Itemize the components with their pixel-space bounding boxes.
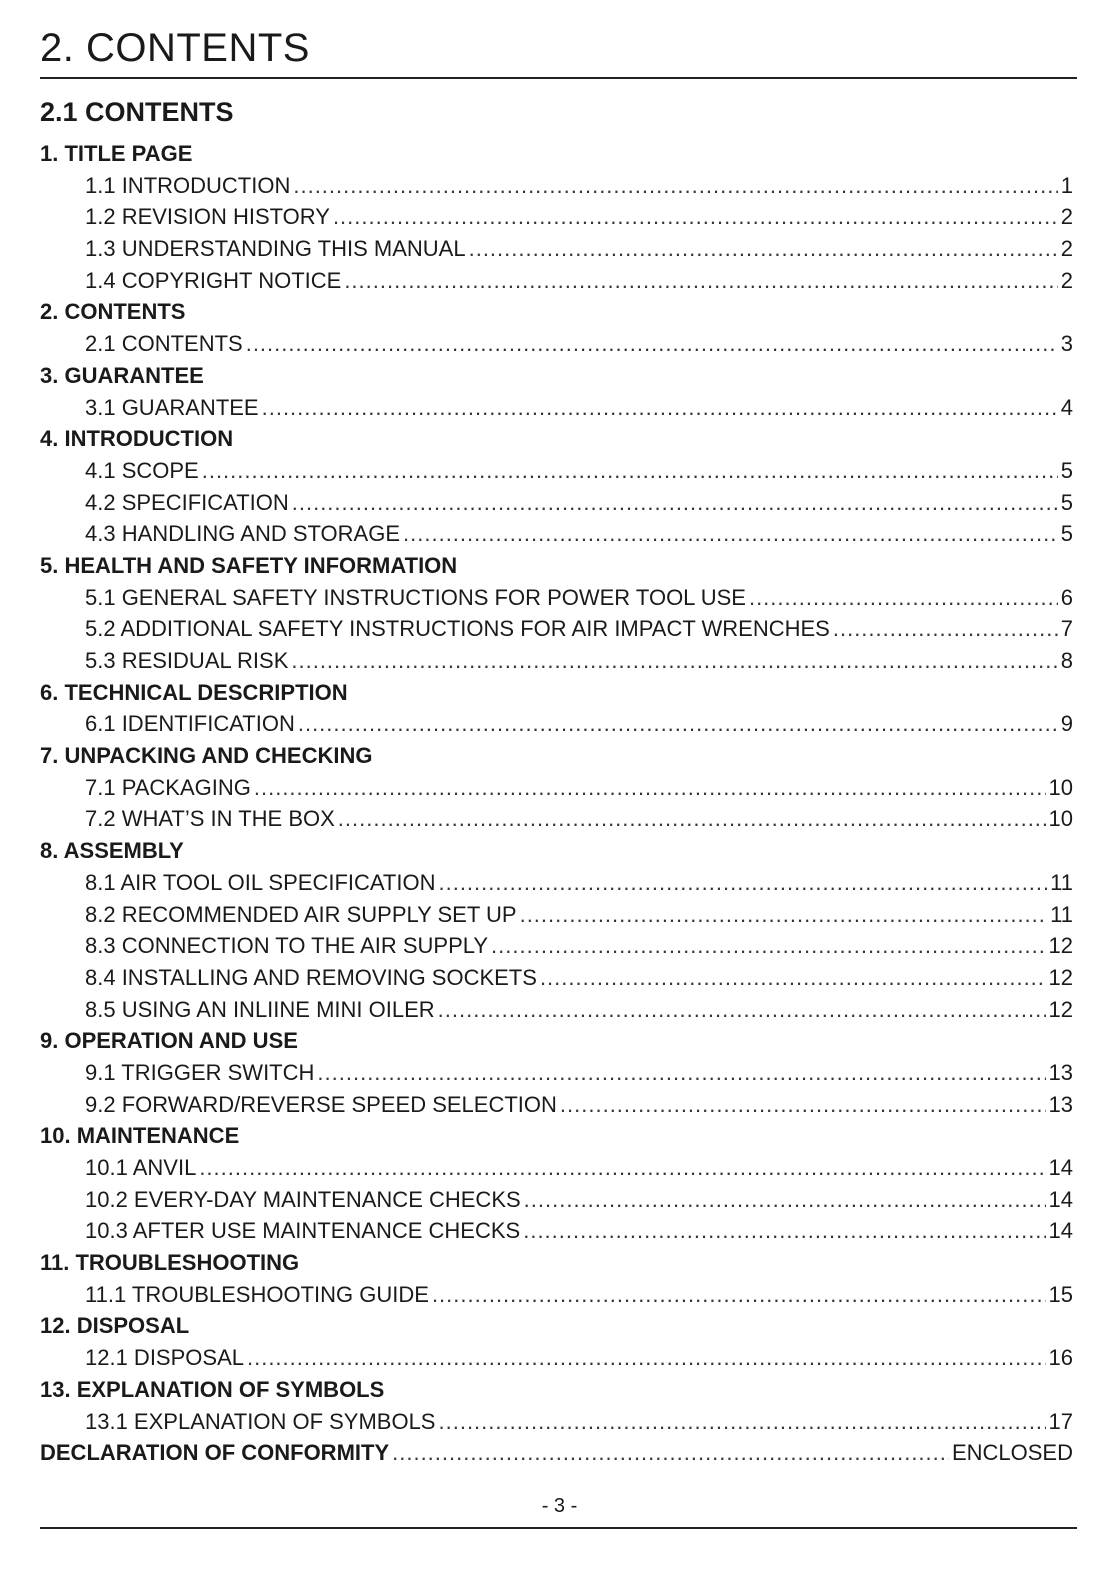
toc-entry-label: 3.1 GUARANTEE (85, 394, 259, 420)
toc-chapter-label: 8. ASSEMBLY (40, 838, 184, 864)
toc-entry-label: 4.3 HANDLING AND STORAGE (85, 521, 401, 547)
toc-dot-leader (254, 772, 1046, 804)
toc-entry (40, 1279, 1073, 1311)
toc-chapter-heading (40, 677, 1073, 709)
toc-entry (40, 803, 1073, 835)
toc-page-number: 1 (1060, 172, 1073, 198)
toc-entry-label: 9.1 TRIGGER SWITCH (85, 1059, 315, 1085)
toc-entry-label: 7.2 WHAT’S IN THE BOX (85, 806, 335, 832)
toc-chapter-label: 13. EXPLANATION OF SYMBOLS (40, 1376, 385, 1402)
toc-page-number: 14 (1048, 1186, 1073, 1212)
toc-dot-leader (403, 518, 1058, 550)
toc-dot-leader (292, 487, 1058, 519)
toc-entry (40, 518, 1073, 550)
toc-entry-label: 12.1 DISPOSAL (85, 1345, 244, 1371)
toc-entry-label: 4.1 SCOPE (85, 457, 199, 483)
toc-entry-label: 7.1 PACKAGING (85, 774, 251, 800)
toc-page-number: ENCLOSED (951, 1440, 1073, 1466)
toc-dot-leader (291, 645, 1057, 677)
toc-dot-leader (333, 201, 1058, 233)
toc-dot-leader (202, 455, 1058, 487)
toc-page-number: 2 (1060, 204, 1073, 230)
page-title: 2. CONTENTS (40, 26, 310, 70)
toc-dot-leader (262, 392, 1058, 424)
toc-entry-label: 1.1 INTRODUCTION (85, 172, 291, 198)
toc-chapter-label: 1. TITLE PAGE (40, 141, 193, 166)
toc-entry-label: 5.1 GENERAL SAFETY INSTRUCTIONS FOR POWER TOOL USE (85, 584, 746, 610)
toc-chapter-heading (40, 1374, 1073, 1406)
toc-entry (40, 1342, 1073, 1374)
toc-dot-leader (439, 1406, 1046, 1438)
toc-chapter-heading (40, 1437, 1073, 1469)
bottom-divider (40, 1527, 1077, 1529)
toc-dot-leader (491, 930, 1045, 962)
toc-chapter-label: 12. DISPOSAL (40, 1313, 190, 1339)
toc-entry-label: 5.2 ADDITIONAL SAFETY INSTRUCTIONS FOR AIR IMPACT WRENCHES (85, 616, 830, 642)
toc-entry-label: 8.5 USING AN INLIINE MINI OILER (85, 996, 435, 1022)
toc-chapter-heading (40, 1247, 1073, 1279)
toc-chapter-label: 3. GUARANTEE (40, 362, 204, 388)
toc-entry (40, 1057, 1073, 1089)
toc-entry (40, 930, 1073, 962)
toc-chapter-heading (40, 1310, 1073, 1342)
toc-dot-leader (317, 1057, 1045, 1089)
toc-entry-label: 10.1 ANVIL (85, 1155, 197, 1180)
toc-page-number: 7 (1060, 616, 1073, 642)
toc-entry-label: 13.1 EXPLANATION OF SYMBOLS (85, 1408, 436, 1434)
toc-dot-leader (247, 1342, 1046, 1374)
toc-entry (40, 392, 1073, 424)
toc-entry (40, 613, 1073, 645)
toc-entry (40, 265, 1073, 297)
toc-entry-label: 6.1 IDENTIFICATION (85, 711, 295, 737)
toc-dot-leader (469, 233, 1058, 265)
toc-dot-leader (438, 867, 1047, 899)
toc-chapter-heading (40, 1120, 1073, 1152)
toc-entry-label: 11.1 TROUBLESHOOTING GUIDE (85, 1281, 429, 1307)
toc-dot-leader (344, 265, 1057, 297)
toc-dot-leader (438, 994, 1046, 1026)
toc-page-number: 15 (1048, 1281, 1073, 1307)
toc-entry-label: 10.3 AFTER USE MAINTENANCE CHECKS (85, 1218, 521, 1244)
toc-entry-label: 1.3 UNDERSTANDING THIS MANUAL (85, 236, 466, 262)
toc-entry (40, 1152, 1073, 1184)
toc-page-number: 12 (1048, 964, 1073, 990)
toc-page-number: 5 (1060, 521, 1073, 547)
toc-chapter-label: 10. MAINTENANCE (40, 1123, 240, 1149)
toc-entry (40, 1215, 1073, 1247)
toc-chapter-heading (40, 740, 1073, 772)
toc-page-number: 3 (1060, 331, 1073, 357)
toc-page-number: 14 (1048, 1218, 1073, 1244)
toc-page-number: 12 (1048, 996, 1073, 1022)
toc-page-number: 13 (1048, 1091, 1073, 1117)
toc-page-number: 2 (1060, 236, 1073, 262)
toc-page-number: 14 (1048, 1155, 1073, 1180)
toc-page-number: 11 (1050, 901, 1073, 927)
toc-chapter-heading (40, 423, 1073, 455)
toc-page-number: 12 (1048, 933, 1073, 959)
toc-entry (40, 582, 1073, 614)
toc-entry-label: 1.4 COPYRIGHT NOTICE (85, 267, 342, 293)
toc-entry (40, 899, 1073, 931)
toc-entry-label: 4.2 SPECIFICATION (85, 489, 289, 515)
toc-page-number: 10 (1048, 806, 1073, 832)
toc-page-number: 16 (1048, 1345, 1073, 1371)
toc-entry (40, 1406, 1073, 1438)
toc-entry-label: 5.3 RESIDUAL RISK (85, 648, 289, 673)
toc-dot-leader (246, 328, 1058, 360)
toc-dot-leader (392, 1437, 949, 1469)
toc-chapter-label: 6. TECHNICAL DESCRIPTION (40, 679, 348, 705)
toc-chapter-heading (40, 138, 1073, 170)
toc-page-number: 9 (1060, 711, 1073, 737)
toc-entry (40, 772, 1073, 804)
toc-page-number: 5 (1060, 489, 1073, 515)
toc-dot-leader (523, 1215, 1045, 1247)
toc-dot-leader (540, 962, 1046, 994)
toc-dot-leader (524, 1184, 1046, 1216)
toc-entry-label: 8.2 RECOMMENDED AIR SUPPLY SET UP (85, 901, 517, 927)
toc-entry (40, 994, 1073, 1026)
toc-page-number: 13 (1048, 1059, 1073, 1085)
toc-page-number: 4 (1060, 394, 1073, 420)
toc-page-number: 2 (1060, 267, 1073, 293)
toc-chapter-label: DECLARATION OF CONFORMITY (40, 1440, 390, 1466)
top-divider (40, 77, 1077, 79)
toc-chapter-label: 5. HEALTH AND SAFETY INFORMATION (40, 552, 458, 578)
toc-entry-label: 8.1 AIR TOOL OIL SPECIFICATION (85, 869, 436, 895)
toc-page-number: 5 (1060, 457, 1073, 483)
toc-page-number: 8 (1060, 648, 1073, 673)
table-of-contents (40, 138, 1073, 1469)
toc-page-number: 17 (1048, 1408, 1073, 1434)
toc-entry-label: 10.2 EVERY-DAY MAINTENANCE CHECKS (85, 1186, 521, 1212)
toc-dot-leader (199, 1152, 1045, 1184)
toc-entry (40, 455, 1073, 487)
toc-entry (40, 233, 1073, 265)
toc-chapter-label: 11. TROUBLESHOOTING (40, 1250, 300, 1276)
toc-chapter-label: 2. CONTENTS (40, 299, 186, 325)
toc-entry (40, 645, 1073, 677)
toc-entry-label: 1.2 REVISION HISTORY (85, 204, 330, 230)
toc-entry (40, 867, 1073, 899)
toc-entry (40, 962, 1073, 994)
toc-dot-leader (833, 613, 1058, 645)
toc-entry (40, 487, 1073, 519)
toc-page-number: 6 (1060, 584, 1073, 610)
toc-dot-leader (338, 803, 1046, 835)
toc-entry (40, 328, 1073, 360)
toc-dot-leader (520, 899, 1048, 931)
toc-entry (40, 1089, 1073, 1121)
toc-page-number: 11 (1050, 869, 1073, 895)
toc-chapter-heading (40, 296, 1073, 328)
footer-page-number: - 3 - (541, 1495, 578, 1517)
toc-dot-leader (293, 170, 1057, 202)
toc-chapter-heading (40, 360, 1073, 392)
toc-chapter-heading (40, 1025, 1073, 1057)
toc-entry-label: 2.1 CONTENTS (85, 331, 243, 357)
toc-entry (40, 708, 1073, 740)
toc-chapter-heading (40, 550, 1073, 582)
toc-dot-leader (432, 1279, 1046, 1311)
toc-entry (40, 201, 1073, 233)
toc-page-number: 10 (1048, 774, 1073, 800)
toc-dot-leader (560, 1089, 1046, 1121)
toc-entry (40, 170, 1073, 202)
toc-entry (40, 1184, 1073, 1216)
toc-dot-leader (749, 582, 1058, 614)
toc-chapter-label: 7. UNPACKING AND CHECKING (40, 743, 373, 769)
toc-entry-label: 8.3 CONNECTION TO THE AIR SUPPLY (85, 933, 489, 959)
toc-chapter-heading (40, 835, 1073, 867)
toc-chapter-label: 9. OPERATION AND USE (40, 1028, 298, 1054)
toc-chapter-label: 4. INTRODUCTION (40, 426, 234, 452)
toc-dot-leader (298, 708, 1058, 740)
toc-entry-label: 9.2 FORWARD/REVERSE SPEED SELECTION (85, 1091, 557, 1117)
toc-entry-label: 8.4 INSTALLING AND REMOVING SOCKETS (85, 964, 537, 990)
section-heading: 2.1 CONTENTS (40, 97, 234, 127)
